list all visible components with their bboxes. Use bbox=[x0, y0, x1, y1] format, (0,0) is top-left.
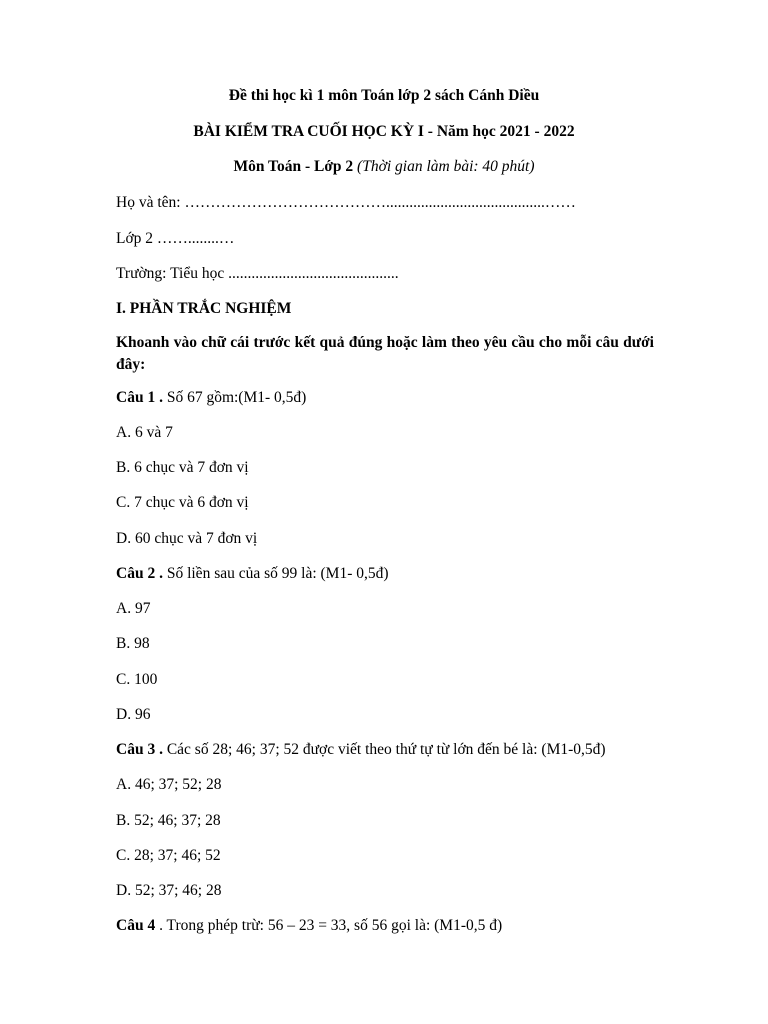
student-school-field: Trường: Tiểu học ............................................ bbox=[116, 265, 399, 282]
duration-label: (Thời gian làm bài: 40 phút) bbox=[357, 158, 535, 175]
question-2-option-c: C. 100 bbox=[116, 671, 158, 688]
question-4-text: . Trong phép trừ: 56 – 23 = 33, số 56 gọi là: (M1-0,5 đ) bbox=[155, 917, 503, 934]
question-1-text: Số 67 gồm:(M1- 0,5đ) bbox=[162, 389, 307, 406]
question-1-option-b: B. 6 chục và 7 đơn vị bbox=[116, 459, 249, 476]
subject-label: Môn Toán - Lớp 2 bbox=[233, 158, 354, 175]
section-heading: I. PHẦN TRẮC NGHIỆM bbox=[116, 300, 292, 317]
question-3-option-c: C. 28; 37; 46; 52 bbox=[116, 847, 221, 864]
question-2-option-a: A. 97 bbox=[116, 600, 151, 617]
question-2-option-b: B. 98 bbox=[116, 635, 150, 652]
question-3-option-b: B. 52; 46; 37; 28 bbox=[116, 812, 221, 829]
question-4-label: Câu 4 bbox=[116, 917, 156, 934]
subject-line bbox=[0, 157, 768, 177]
question-3 bbox=[116, 740, 606, 760]
question-2-label: Câu 2 . bbox=[116, 565, 163, 582]
question-2-option-d: D. 96 bbox=[116, 706, 151, 723]
question-1-option-a: A. 6 và 7 bbox=[116, 424, 173, 441]
question-3-label: Câu 3 . bbox=[116, 741, 163, 758]
question-1-label: Câu 1 . bbox=[116, 389, 163, 406]
section-instruction: Khoanh vào chữ cái trước kết quả đúng hoặc làm theo yêu cầu cho mỗi câu dưới đây: bbox=[116, 334, 654, 373]
question-1-option-c: C. 7 chục và 6 đơn vị bbox=[116, 494, 249, 511]
exam-title: BÀI KIỂM TRA CUỐI HỌC KỲ I - Năm học 2021 - 2022 bbox=[193, 123, 575, 140]
question-1 bbox=[116, 388, 306, 408]
question-1-option-d: D. 60 chục và 7 đơn vị bbox=[116, 530, 258, 547]
student-class-field: Lớp 2 ……........… bbox=[116, 230, 235, 247]
document-title: Đề thi học kì 1 môn Toán lớp 2 sách Cánh Diều bbox=[228, 87, 540, 104]
question-3-text: Các số 28; 46; 37; 52 được viết theo thứ tự từ lớn đến bé là: (M1-0,5đ) bbox=[162, 741, 606, 758]
student-name-field: Họ và tên: ………………………………….........................................…… bbox=[116, 194, 576, 211]
question-3-option-d: D. 52; 37; 46; 28 bbox=[116, 882, 222, 899]
question-2 bbox=[116, 564, 389, 584]
question-2-text: Số liền sau của số 99 là: (M1- 0,5đ) bbox=[162, 565, 389, 582]
question-3-option-a: A. 46; 37; 52; 28 bbox=[116, 776, 222, 793]
question-4 bbox=[116, 916, 502, 936]
